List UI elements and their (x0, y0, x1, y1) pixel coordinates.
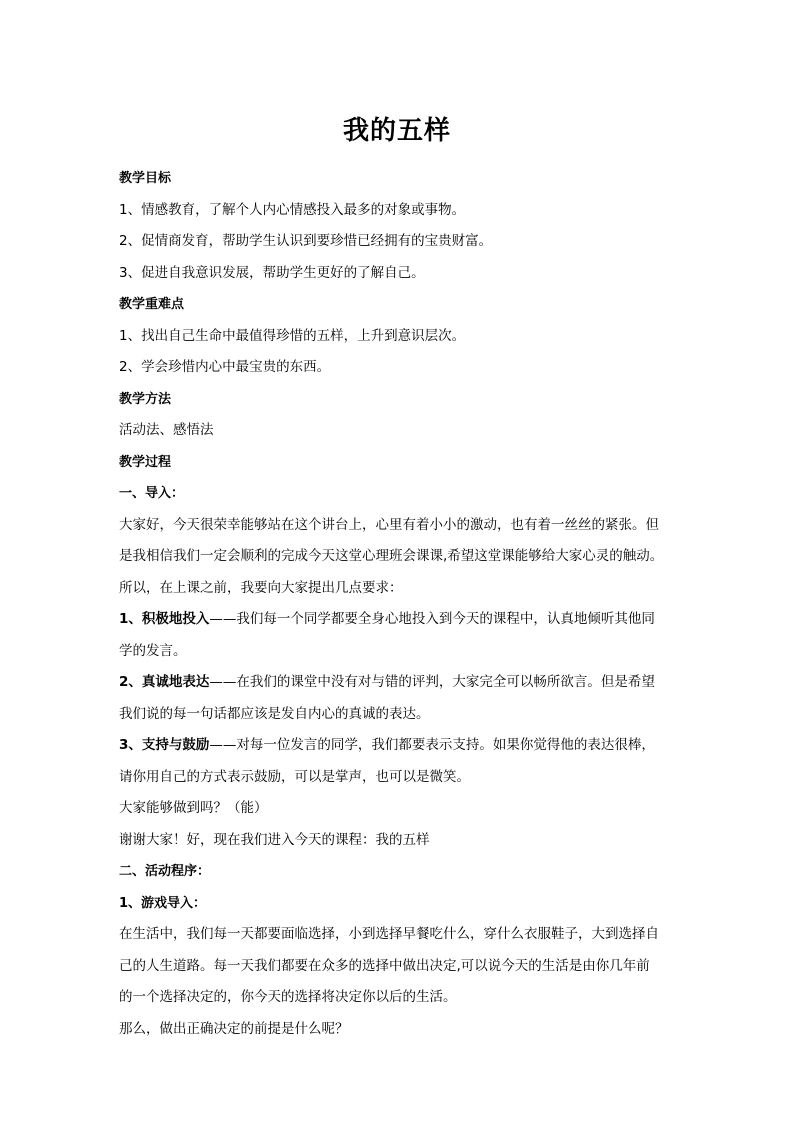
activity-line: 的一个选择决定的，你今天的选择将决定你以后的生活。 (119, 989, 457, 1005)
requirement-1-continued: 学的发言。 (119, 642, 187, 659)
document-title: 我的五样 (342, 116, 451, 146)
methods-heading: 教学方法 (119, 391, 172, 407)
intro-heading: 一、导入： (119, 486, 185, 501)
activity-heading: 二、活动程序： (119, 864, 211, 879)
methods-text: 活动法、感悟法 (119, 422, 214, 438)
objective-item: 3、促进自我意识发展，帮助学生更好的了解自己。 (119, 264, 425, 281)
objectives-heading: 教学目标 (119, 171, 172, 186)
intro-closing: 谢谢大家！好，现在我们进入今天的课程：我的五样 (119, 831, 430, 848)
requirement-3-continued: 请你用自己的方式表示鼓励，可以是掌声，也可以是微笑。 (119, 768, 470, 785)
key-points-heading: 教学重难点 (119, 297, 185, 312)
requirement-3-label: 3、支持与鼓励 (119, 737, 210, 753)
activity-line: 在生活中，我们每一天都要面临选择，小到选择早餐吃什么，穿什么衣服鞋子，大到选择自 (119, 926, 659, 942)
intro-line: 所以，在上课之前，我要向大家提出几点要求： (119, 579, 403, 596)
key-point-item: 1、找出自己生命中最值得珍惜的五样，上升到意识层次。 (119, 327, 466, 344)
requirement-3 (119, 730, 679, 762)
process-heading: 教学过程 (119, 454, 172, 470)
activity-subheading: 1、游戏导入： (119, 895, 207, 911)
objective-item: 1、情感教育，了解个人内心情感投入最多的对象或事物。 (119, 201, 466, 218)
requirement-1 (119, 604, 679, 636)
activity-line: 那么，做出正确决定的前提是什么呢？ (119, 1020, 349, 1037)
requirement-2 (119, 667, 679, 699)
objective-item: 2、促情商发育，帮助学生认识到要珍惜已经拥有的宝贵财富。 (119, 233, 493, 249)
requirement-2-text: ——在我们的课堂中没有对与错的评判，大家完全可以畅所欲言。但是希望 (209, 674, 655, 690)
intro-closing: 大家能够做到吗？（能） (119, 800, 268, 816)
intro-line: 大家好，今天很荣幸能够站在这个讲台上，心里有着小小的激动，也有着一丝丝的紧张。但 (119, 516, 659, 533)
key-point-item: 2、学会珍惜内心中最宝贵的东西。 (119, 359, 331, 375)
intro-line: 是我相信我们一定会顺利的完成今天这堂心理班会课课,希望这堂课能够给大家心灵的触动。 (119, 548, 664, 564)
requirement-1-text: ——我们每一个同学都要全身心地投入到今天的课程中，认真地倾听其他同 (209, 611, 655, 627)
activity-line: 己的人生道路。每一天我们都要在众多的选择中做出决定,可以说今天的生活是由你几年前 (119, 957, 650, 974)
requirement-1-label: 1、积极地投入 (119, 611, 210, 627)
requirement-2-label: 2、真诚地表达 (119, 674, 210, 690)
document-body (119, 163, 679, 1045)
requirement-2-continued: 我们说的每一句话都应该是发自内心的真诚的表达。 (119, 705, 430, 722)
requirement-3-text: ——对每一位发言的同学，我们都要表示支持。如果你觉得他的表达很棒， (209, 737, 655, 753)
